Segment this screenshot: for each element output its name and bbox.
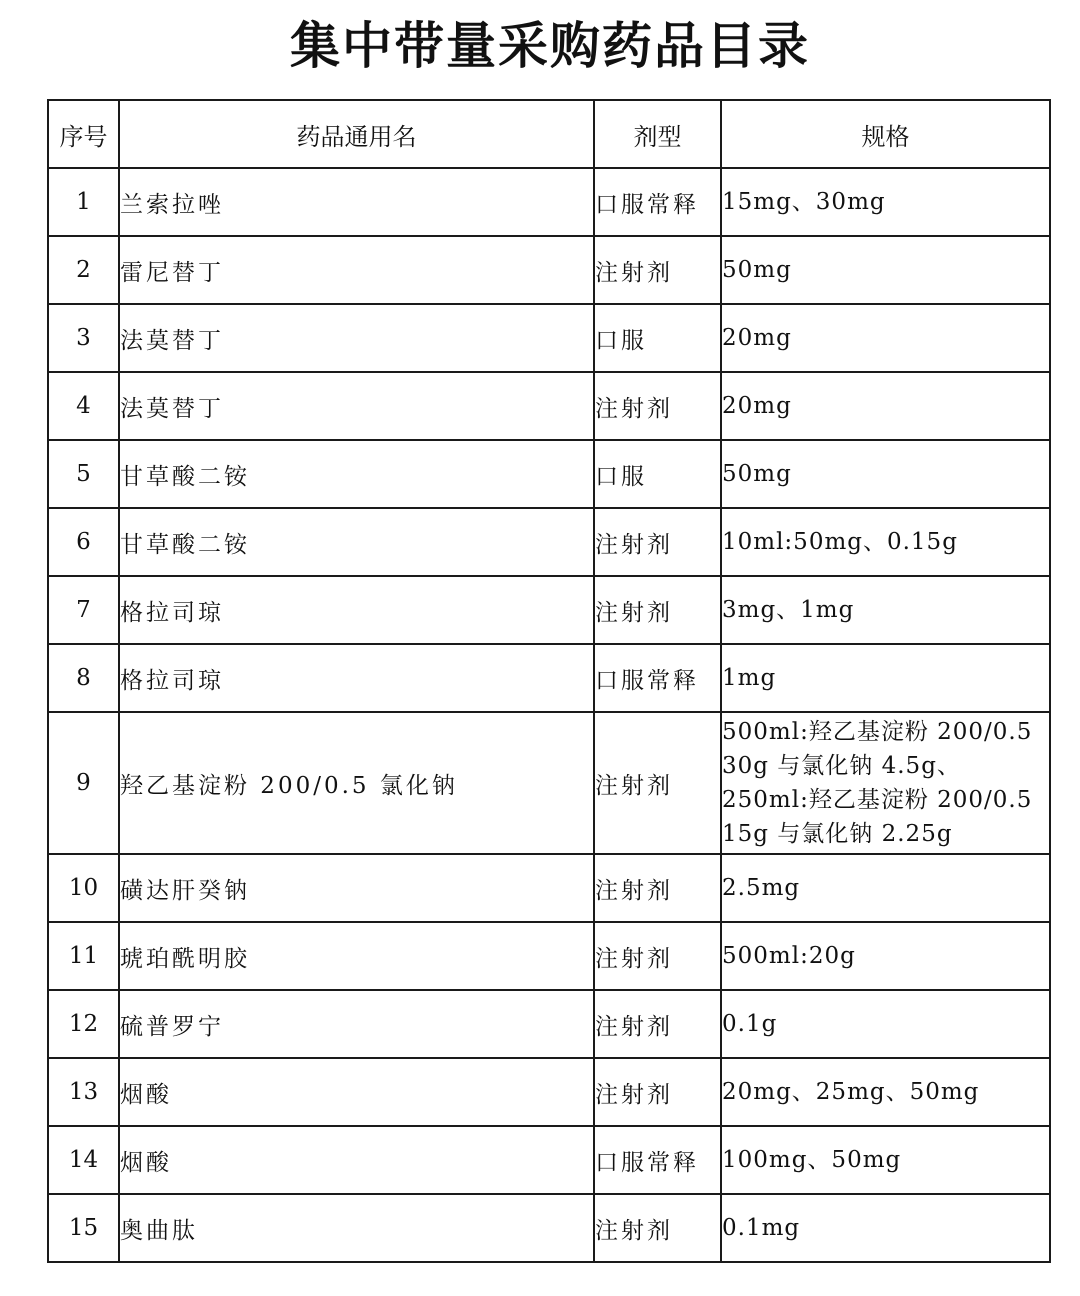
- cell-name: 硫普罗宁: [119, 990, 594, 1058]
- table-row: [48, 440, 1050, 508]
- cell-spec: 20mg、25mg、50mg: [721, 1058, 1050, 1126]
- cell-no: 11: [48, 922, 119, 990]
- cell-spec: 50mg: [721, 236, 1050, 304]
- cell-name: 甘草酸二铵: [119, 508, 594, 576]
- cell-no: 14: [48, 1126, 119, 1194]
- table-row: [48, 854, 1050, 922]
- header-name: 药品通用名: [119, 100, 594, 168]
- cell-spec: 3mg、1mg: [721, 576, 1050, 644]
- cell-spec: 100mg、50mg: [721, 1126, 1050, 1194]
- cell-name: 羟乙基淀粉 200/0.5 氯化钠: [119, 712, 594, 854]
- cell-spec: 500ml:20g: [721, 922, 1050, 990]
- cell-no: 8: [48, 644, 119, 712]
- cell-spec: 0.1mg: [721, 1194, 1050, 1262]
- table-row: [48, 576, 1050, 644]
- cell-name: 法莫替丁: [119, 304, 594, 372]
- cell-form: 注射剂: [594, 854, 721, 922]
- cell-name: 雷尼替丁: [119, 236, 594, 304]
- cell-no: 13: [48, 1058, 119, 1126]
- cell-no: 10: [48, 854, 119, 922]
- cell-no: 6: [48, 508, 119, 576]
- drug-catalog-table: [47, 99, 1051, 1263]
- table-row: [48, 304, 1050, 372]
- table-row: [48, 1194, 1050, 1262]
- table-header-row: [48, 100, 1050, 168]
- cell-name: 格拉司琼: [119, 644, 594, 712]
- cell-spec: 2.5mg: [721, 854, 1050, 922]
- cell-form: 口服: [594, 440, 721, 508]
- cell-spec: 15mg、30mg: [721, 168, 1050, 236]
- cell-no: 3: [48, 304, 119, 372]
- cell-no: 15: [48, 1194, 119, 1262]
- table-row: [48, 1126, 1050, 1194]
- table-row: [48, 372, 1050, 440]
- cell-name: 甘草酸二铵: [119, 440, 594, 508]
- cell-spec: 10ml:50mg、0.15g: [721, 508, 1050, 576]
- cell-name: 格拉司琼: [119, 576, 594, 644]
- table-row: [48, 990, 1050, 1058]
- cell-form: 口服常释: [594, 168, 721, 236]
- cell-name: 琥珀酰明胶: [119, 922, 594, 990]
- cell-no: 4: [48, 372, 119, 440]
- cell-no: 5: [48, 440, 119, 508]
- cell-spec: 500ml:羟乙基淀粉 200/0.5 30g 与氯化钠 4.5g、250ml:羟乙基淀粉 200/0.5 15g 与氯化钠 2.25g: [721, 712, 1050, 854]
- table-row: [48, 922, 1050, 990]
- cell-no: 1: [48, 168, 119, 236]
- cell-no: 9: [48, 712, 119, 854]
- cell-form: 注射剂: [594, 990, 721, 1058]
- cell-name: 磺达肝癸钠: [119, 854, 594, 922]
- cell-name: 奥曲肽: [119, 1194, 594, 1262]
- header-spec: 规格: [721, 100, 1050, 168]
- cell-name: 烟酸: [119, 1126, 594, 1194]
- header-no: 序号: [48, 100, 119, 168]
- cell-name: 烟酸: [119, 1058, 594, 1126]
- cell-spec: 20mg: [721, 372, 1050, 440]
- table-row: [48, 168, 1050, 236]
- cell-form: 口服常释: [594, 1126, 721, 1194]
- page-title: 集中带量采购药品目录: [290, 16, 810, 75]
- table-row: [48, 508, 1050, 576]
- cell-form: 注射剂: [594, 236, 721, 304]
- table-row: [48, 712, 1050, 854]
- cell-form: 注射剂: [594, 576, 721, 644]
- cell-spec: 20mg: [721, 304, 1050, 372]
- cell-spec: 0.1g: [721, 990, 1050, 1058]
- cell-form: 注射剂: [594, 712, 721, 854]
- cell-name: 兰索拉唑: [119, 168, 594, 236]
- cell-form: 注射剂: [594, 1194, 721, 1262]
- cell-form: 注射剂: [594, 508, 721, 576]
- table-row: [48, 1058, 1050, 1126]
- cell-no: 7: [48, 576, 119, 644]
- cell-form: 注射剂: [594, 1058, 721, 1126]
- cell-no: 12: [48, 990, 119, 1058]
- cell-no: 2: [48, 236, 119, 304]
- cell-form: 注射剂: [594, 922, 721, 990]
- cell-form: 注射剂: [594, 372, 721, 440]
- cell-form: 口服常释: [594, 644, 721, 712]
- cell-form: 口服: [594, 304, 721, 372]
- table-row: [48, 644, 1050, 712]
- cell-spec: 1mg: [721, 644, 1050, 712]
- cell-spec: 50mg: [721, 440, 1050, 508]
- table-row: [48, 236, 1050, 304]
- cell-name: 法莫替丁: [119, 372, 594, 440]
- header-form: 剂型: [594, 100, 721, 168]
